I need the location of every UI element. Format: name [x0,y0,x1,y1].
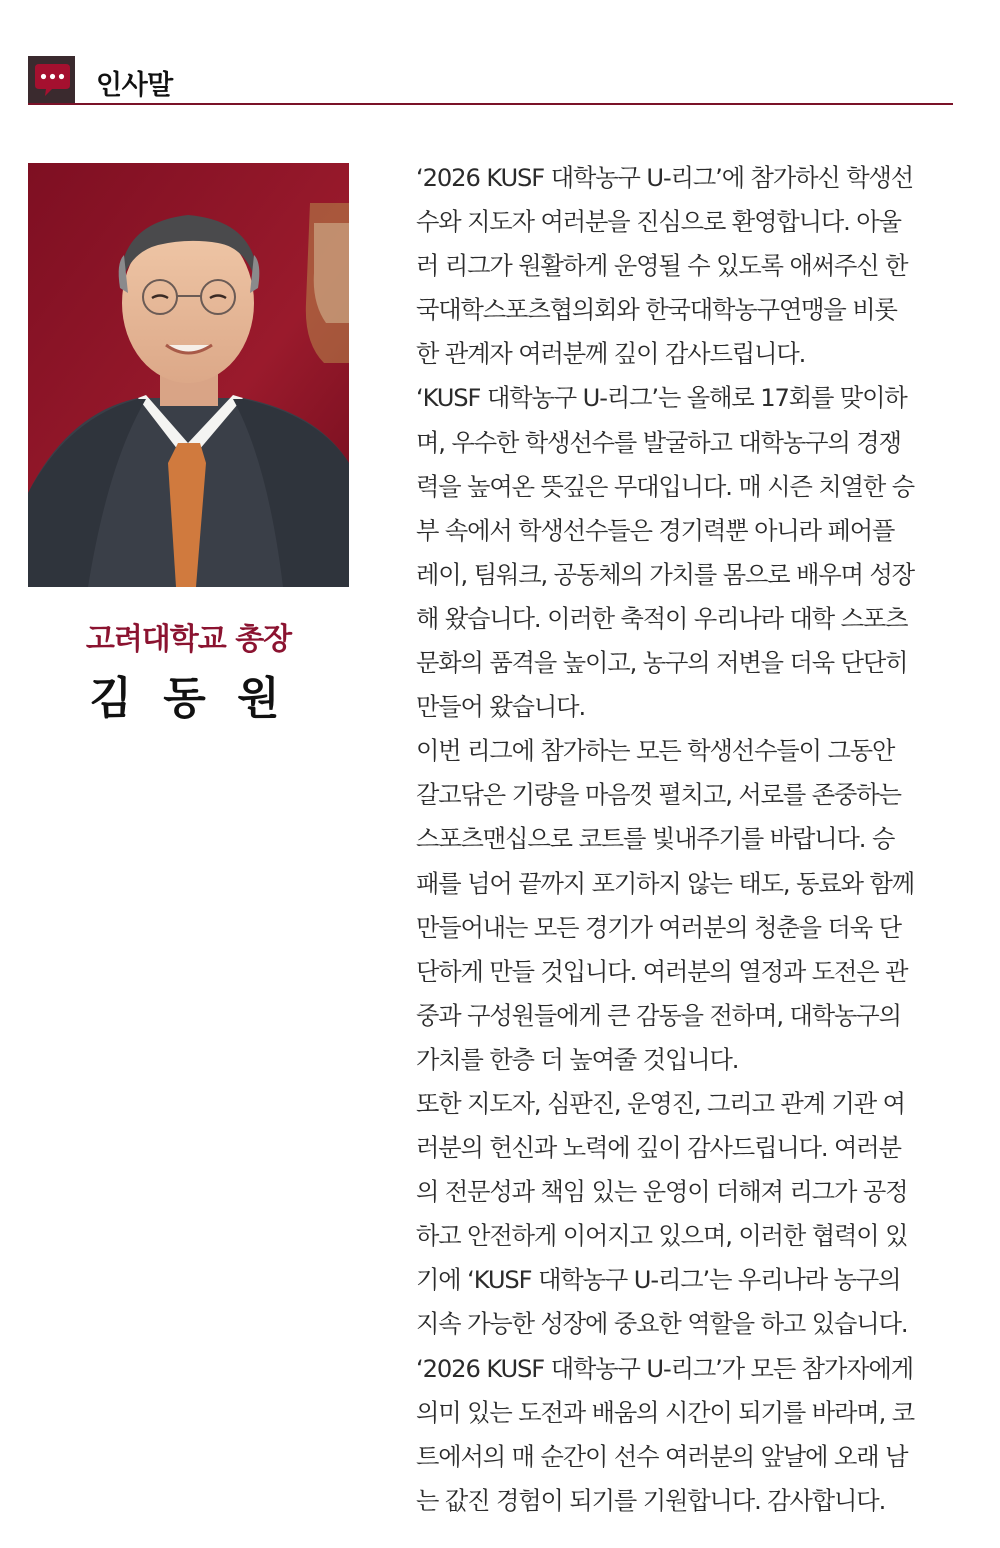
message-line: 국대학스포츠협의회와 한국대학농구연맹을 비롯 [416,296,897,325]
message-line: 단하게 만들 것입니다. 여러분의 열정과 도전은 관 [416,957,908,986]
message-line: 부 속에서 학생선수들은 경기력뿐 아니라 페어플 [416,516,895,545]
message-line: 스포츠맨십으로 코트를 빛내주기를 바랍니다. 승 [416,825,895,854]
portrait-photo [28,163,349,587]
message-line: ‘2026 KUSF 대학농구 U-리그’가 모든 참가자에게 [416,1354,914,1383]
message-line: 만들어내는 모든 경기가 여러분의 청춘을 더욱 단 [416,913,901,942]
message-line: 지속 가능한 성장에 중요한 역할을 하고 있습니다. [416,1310,908,1339]
message-line: 만들어 왔습니다. [416,693,586,722]
message-line: 한 관계자 여러분께 깊이 감사드립니다. [416,340,806,369]
message-line: 문화의 품격을 높이고, 농구의 저변을 더욱 단단히 [416,649,908,678]
message-line: 하고 안전하게 이어지고 있으며, 이러한 협력이 있 [416,1222,908,1251]
message-line: 레이, 팀워크, 공동체의 가치를 몸으로 배우며 성장 [416,560,915,589]
message-line: 의 전문성과 책임 있는 운영이 더해져 리그가 공정 [416,1178,908,1207]
message-line: 의미 있는 도전과 배움의 시간이 되기를 바라며, 코 [416,1398,915,1427]
message-line: 트에서의 매 순간이 선수 여러분의 앞날에 오래 남 [416,1442,908,1471]
message-line: 러 리그가 원활하게 운영될 수 있도록 애써주신 한 [416,252,908,281]
message-line: 해 왔습니다. 이러한 축적이 우리나라 대학 스포츠 [416,604,908,633]
author-title: 고려대학교 총장 [85,622,292,657]
message-line: 력을 높여온 뜻깊은 무대입니다. 매 시즌 치열한 승 [416,472,915,501]
message-line: 패를 넘어 끝까지 포기하지 않는 태도, 동료와 함께 [416,869,915,898]
page-title: 인사말 [96,70,173,101]
message-line: 는 값진 경험이 되기를 기원합니다. 감사합니다. [416,1486,886,1515]
greeting-message [416,156,961,1523]
message-line: 러분의 헌신과 노력에 깊이 감사드립니다. 여러분 [416,1134,901,1163]
message-line: 기에 ‘KUSF 대학농구 U-리그’는 우리나라 농구의 [416,1266,901,1295]
message-line: 갈고닦은 기량을 마음껏 펼치고, 서로를 존중하는 [416,781,901,810]
message-line: ‘2026 KUSF 대학농구 U-리그’에 참가하신 학생선 [416,164,914,192]
speech-bubble-icon [28,56,75,103]
message-line: 또한 지도자, 심판진, 운영진, 그리고 관계 기관 여 [416,1089,905,1118]
message-line: 가치를 한층 더 높여줄 것입니다. [416,1045,739,1074]
message-line: 며, 우수한 학생선수를 발굴하고 대학농구의 경쟁 [416,428,901,457]
section-header [28,56,953,105]
message-line: ‘KUSF 대학농구 U-리그’는 올해로 17회를 맞이하 [416,384,907,413]
message-line: 이번 리그에 참가하는 모든 학생선수들이 그동안 [416,737,895,766]
message-line: 수와 지도자 여러분을 진심으로 환영합니다. 아울 [416,208,901,237]
author-name: 김 동 원 [89,673,288,724]
message-line: 중과 구성원들에게 큰 감동을 전하며, 대학농구의 [416,1001,901,1030]
